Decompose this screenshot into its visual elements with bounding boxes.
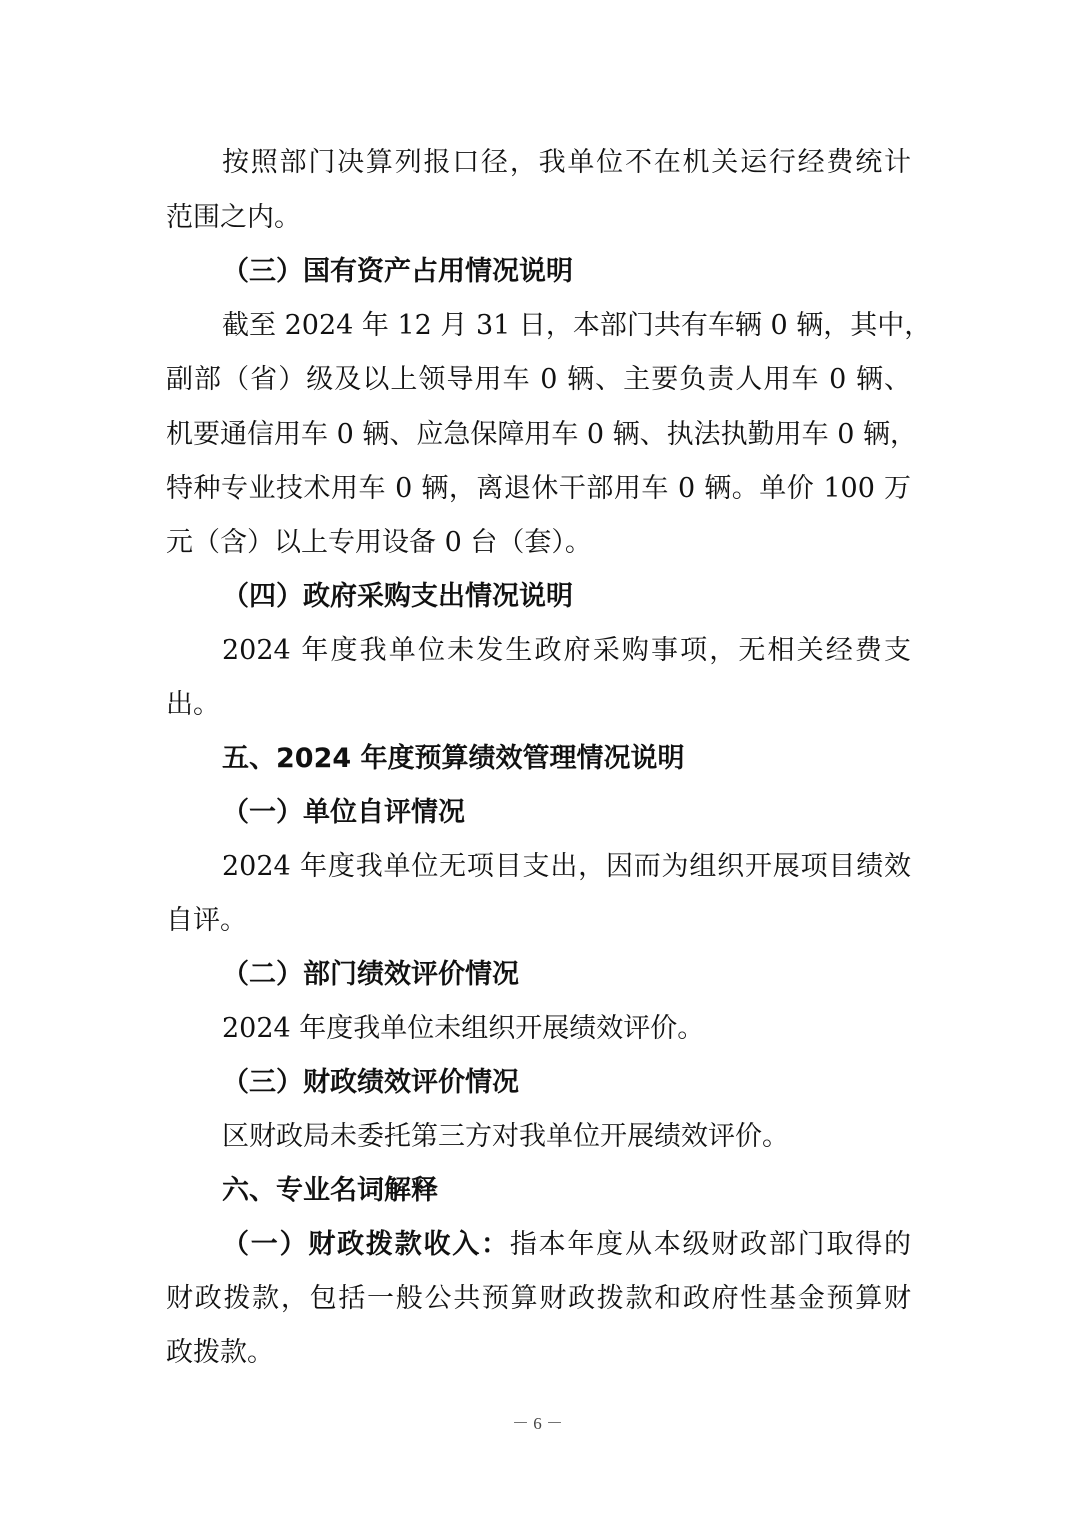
subsection-heading: （二）部门绩效评价情况 <box>222 959 519 990</box>
paragraph-line: 副部（省）级及以上领导用车 0 辆、主要负责人用车 0 辆、 <box>166 364 911 395</box>
subsection-heading: （四）政府采购支出情况说明 <box>222 581 573 612</box>
paragraph-line: 2024 年度我单位未发生政府采购事项，无相关经费支 <box>222 635 911 666</box>
paragraph-line: 财政拨款，包括一般公共预算财政拨款和政府性基金预算财 <box>166 1283 911 1314</box>
paragraph-line: 特种专业技术用车 0 辆，离退休干部用车 0 辆。单价 100 万 <box>166 473 911 504</box>
term-label: （一）财政拨款收入： <box>222 1229 510 1260</box>
subsection-heading: （一）单位自评情况 <box>222 797 465 828</box>
paragraph-line: 自评。 <box>166 905 247 936</box>
paragraph-line: 出。 <box>166 689 220 720</box>
paragraph-line: 区财政局未委托第三方对我单位开展绩效评价。 <box>222 1121 789 1152</box>
term-definition-line <box>222 1228 911 1262</box>
paragraph-line: 2024 年度我单位无项目支出，因而为组织开展项目绩效 <box>222 851 911 882</box>
section-heading: 五、2024 年度预算绩效管理情况说明 <box>222 743 685 774</box>
section-heading: 六、专业名词解释 <box>222 1175 438 1206</box>
paragraph-line: 范围之内。 <box>166 202 301 233</box>
paragraph-line: 政拨款。 <box>166 1337 274 1368</box>
subsection-heading: （三）国有资产占用情况说明 <box>222 256 573 287</box>
paragraph-line: 截至 2024 年 12 月 31 日，本部门共有车辆 0 辆，其中， <box>222 310 932 341</box>
paragraph-line: 按照部门决算列报口径，我单位不在机关运行经费统计 <box>222 147 911 178</box>
paragraph-line: 机要通信用车 0 辆、应急保障用车 0 辆、执法执勤用车 0 辆， <box>166 419 918 450</box>
page-number: － 6 － <box>512 1414 563 1433</box>
paragraph-line: 2024 年度我单位未组织开展绩效评价。 <box>222 1013 705 1044</box>
subsection-heading: （三）财政绩效评价情况 <box>222 1067 519 1098</box>
term-text: 指本年度从本级财政部门取得的 <box>509 1229 912 1260</box>
paragraph-line: 元（含）以上专用设备 0 台（套）。 <box>166 527 592 558</box>
